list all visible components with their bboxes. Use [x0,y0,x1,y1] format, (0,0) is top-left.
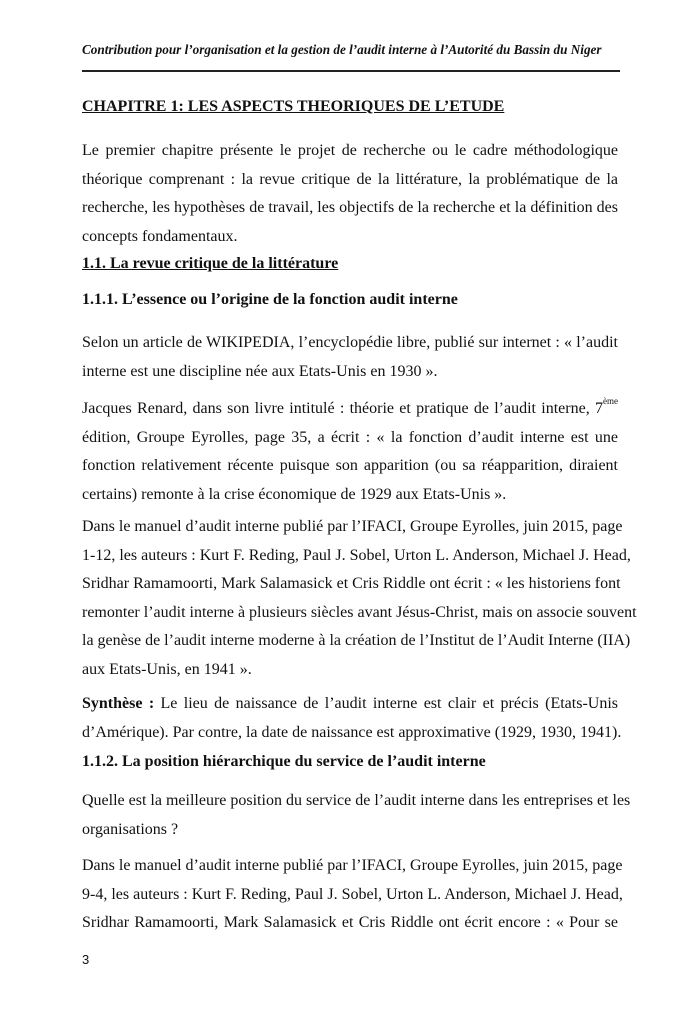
text-line [82,358,618,387]
text-line-content: Dans le manuel d’audit interne publié par l’IFACI, Groupe Eyrolles, juin 2015, page [82,518,623,535]
text-line [82,816,618,845]
text-line [82,395,618,424]
text-line [82,909,618,938]
text-line-content: Sridhar Ramamoorti, Mark Salamasick et Cris Riddle ont écrit : « les historiens font [82,575,621,592]
text-line-content: Dans le manuel d’audit interne publié par l’IFACI, Groupe Eyrolles, juin 2015, page [82,857,623,874]
text-line-content: la genèse de l’audit interne moderne à la création de l’Institut de l’Audit Interne (IIA) [82,632,631,649]
header-rule [82,70,620,72]
text-line [82,452,618,481]
text-line-content: Le premier chapitre présente le projet de recherche ou le cadre méthodologique [82,142,618,159]
text-line [82,690,618,719]
text-line: d’Amérique). Par contre, la date de naissance est approximative (1929, 1930, 1941). [82,723,622,741]
text-line [82,542,631,571]
synthese-text: Le lieu de naissance de l’audit interne est clair et précis (Etats-Unis [154,695,618,712]
text-line-content: recherche, les hypothèses de travail, les objectifs de la recherche et la définition des [82,199,618,216]
text-line-content: 9-4, les auteurs : Kurt F. Reding, Paul J. Sobel, Urton L. Anderson, Michael J. Head, [82,885,623,903]
text-line-content: Sridhar Ramamoorti, Mark Salamasick et Cris Riddle ont écrit encore : « Pour se [82,914,618,931]
superscript-ordinal: ème [603,396,618,406]
text-line [82,627,631,656]
text-line [82,166,618,195]
synthese-label: Synthèse : [82,695,155,712]
running-header: Contribution pour l’organisation et la gestion de l’audit interne à l’Autorité du Bassin du Niger [82,42,602,57]
paragraph-intro [82,137,618,251]
text-line-content: Jacques Renard, dans son livre intitulé : théorie et pratique de l’audit interne, 7 [82,400,603,417]
paragraph-renard [82,395,618,509]
text-line-content: Selon un article de WIKIPEDIA, l’encyclopédie libre, publié sur internet : « l’audit [82,334,618,351]
text-line-content: fonction relativement récente puisque son apparition (ou sa réapparition, diraient [82,457,618,474]
text-line [82,656,618,685]
text-line-content: organisations ? [82,820,179,838]
paragraph-question [82,787,631,844]
text-line-content: remonter l’audit interne à plusieurs siècles avant Jésus-Christ, mais on associe souvent [82,603,637,621]
paragraph-synthese [82,690,622,747]
text-line [82,481,618,510]
chapter-title: CHAPITRE 1: LES ASPECTS THEORIQUES DE L’ETUDE [82,98,505,115]
paragraph-wikipedia [82,329,618,386]
text-line [82,881,623,910]
text-line-content: concepts fondamentaux. [82,227,238,245]
text-line-content: certains) remonte à la crise économique de 1929 aux Etats-Unis ». [82,485,507,503]
text-line [82,852,623,881]
text-line-content: 1-12, les auteurs : Kurt F. Reding, Paul J. Sobel, Urton L. Anderson, Michael J. Head, [82,546,631,564]
text-line [82,599,637,628]
text-line-content: théorique comprenant : la revue critique de la littérature, la problématique de la [82,170,618,188]
text-line [82,787,631,816]
text-line [82,329,618,358]
text-line-content: aux Etats-Unis, en 1941 ». [82,660,252,678]
section-heading-1-1-2: 1.1.2. La position hiérarchique du service de l’audit interne [82,753,486,770]
text-line [82,194,618,223]
text-line [82,223,618,252]
text-line [82,424,618,453]
paragraph-ifaci [82,513,637,684]
text-line-content: édition, Groupe Eyrolles, page 35, a écrit : « la fonction d’audit interne est une [82,428,618,446]
text-line [82,513,623,542]
page-number: 3 [82,952,90,967]
paragraph-ifaci-2 [82,852,623,938]
text-line-content: interne est une discipline née aux Etats-Unis en 1930 ». [82,362,438,380]
text-line [82,570,621,599]
section-heading-1-1: 1.1. La revue critique de la littérature [82,255,339,272]
section-heading-1-1-1: 1.1.1. L’essence ou l’origine de la fonction audit interne [82,291,458,308]
text-line-content: Quelle est la meilleure position du service de l’audit interne dans les entreprises et les [82,792,631,809]
text-line [82,137,618,166]
